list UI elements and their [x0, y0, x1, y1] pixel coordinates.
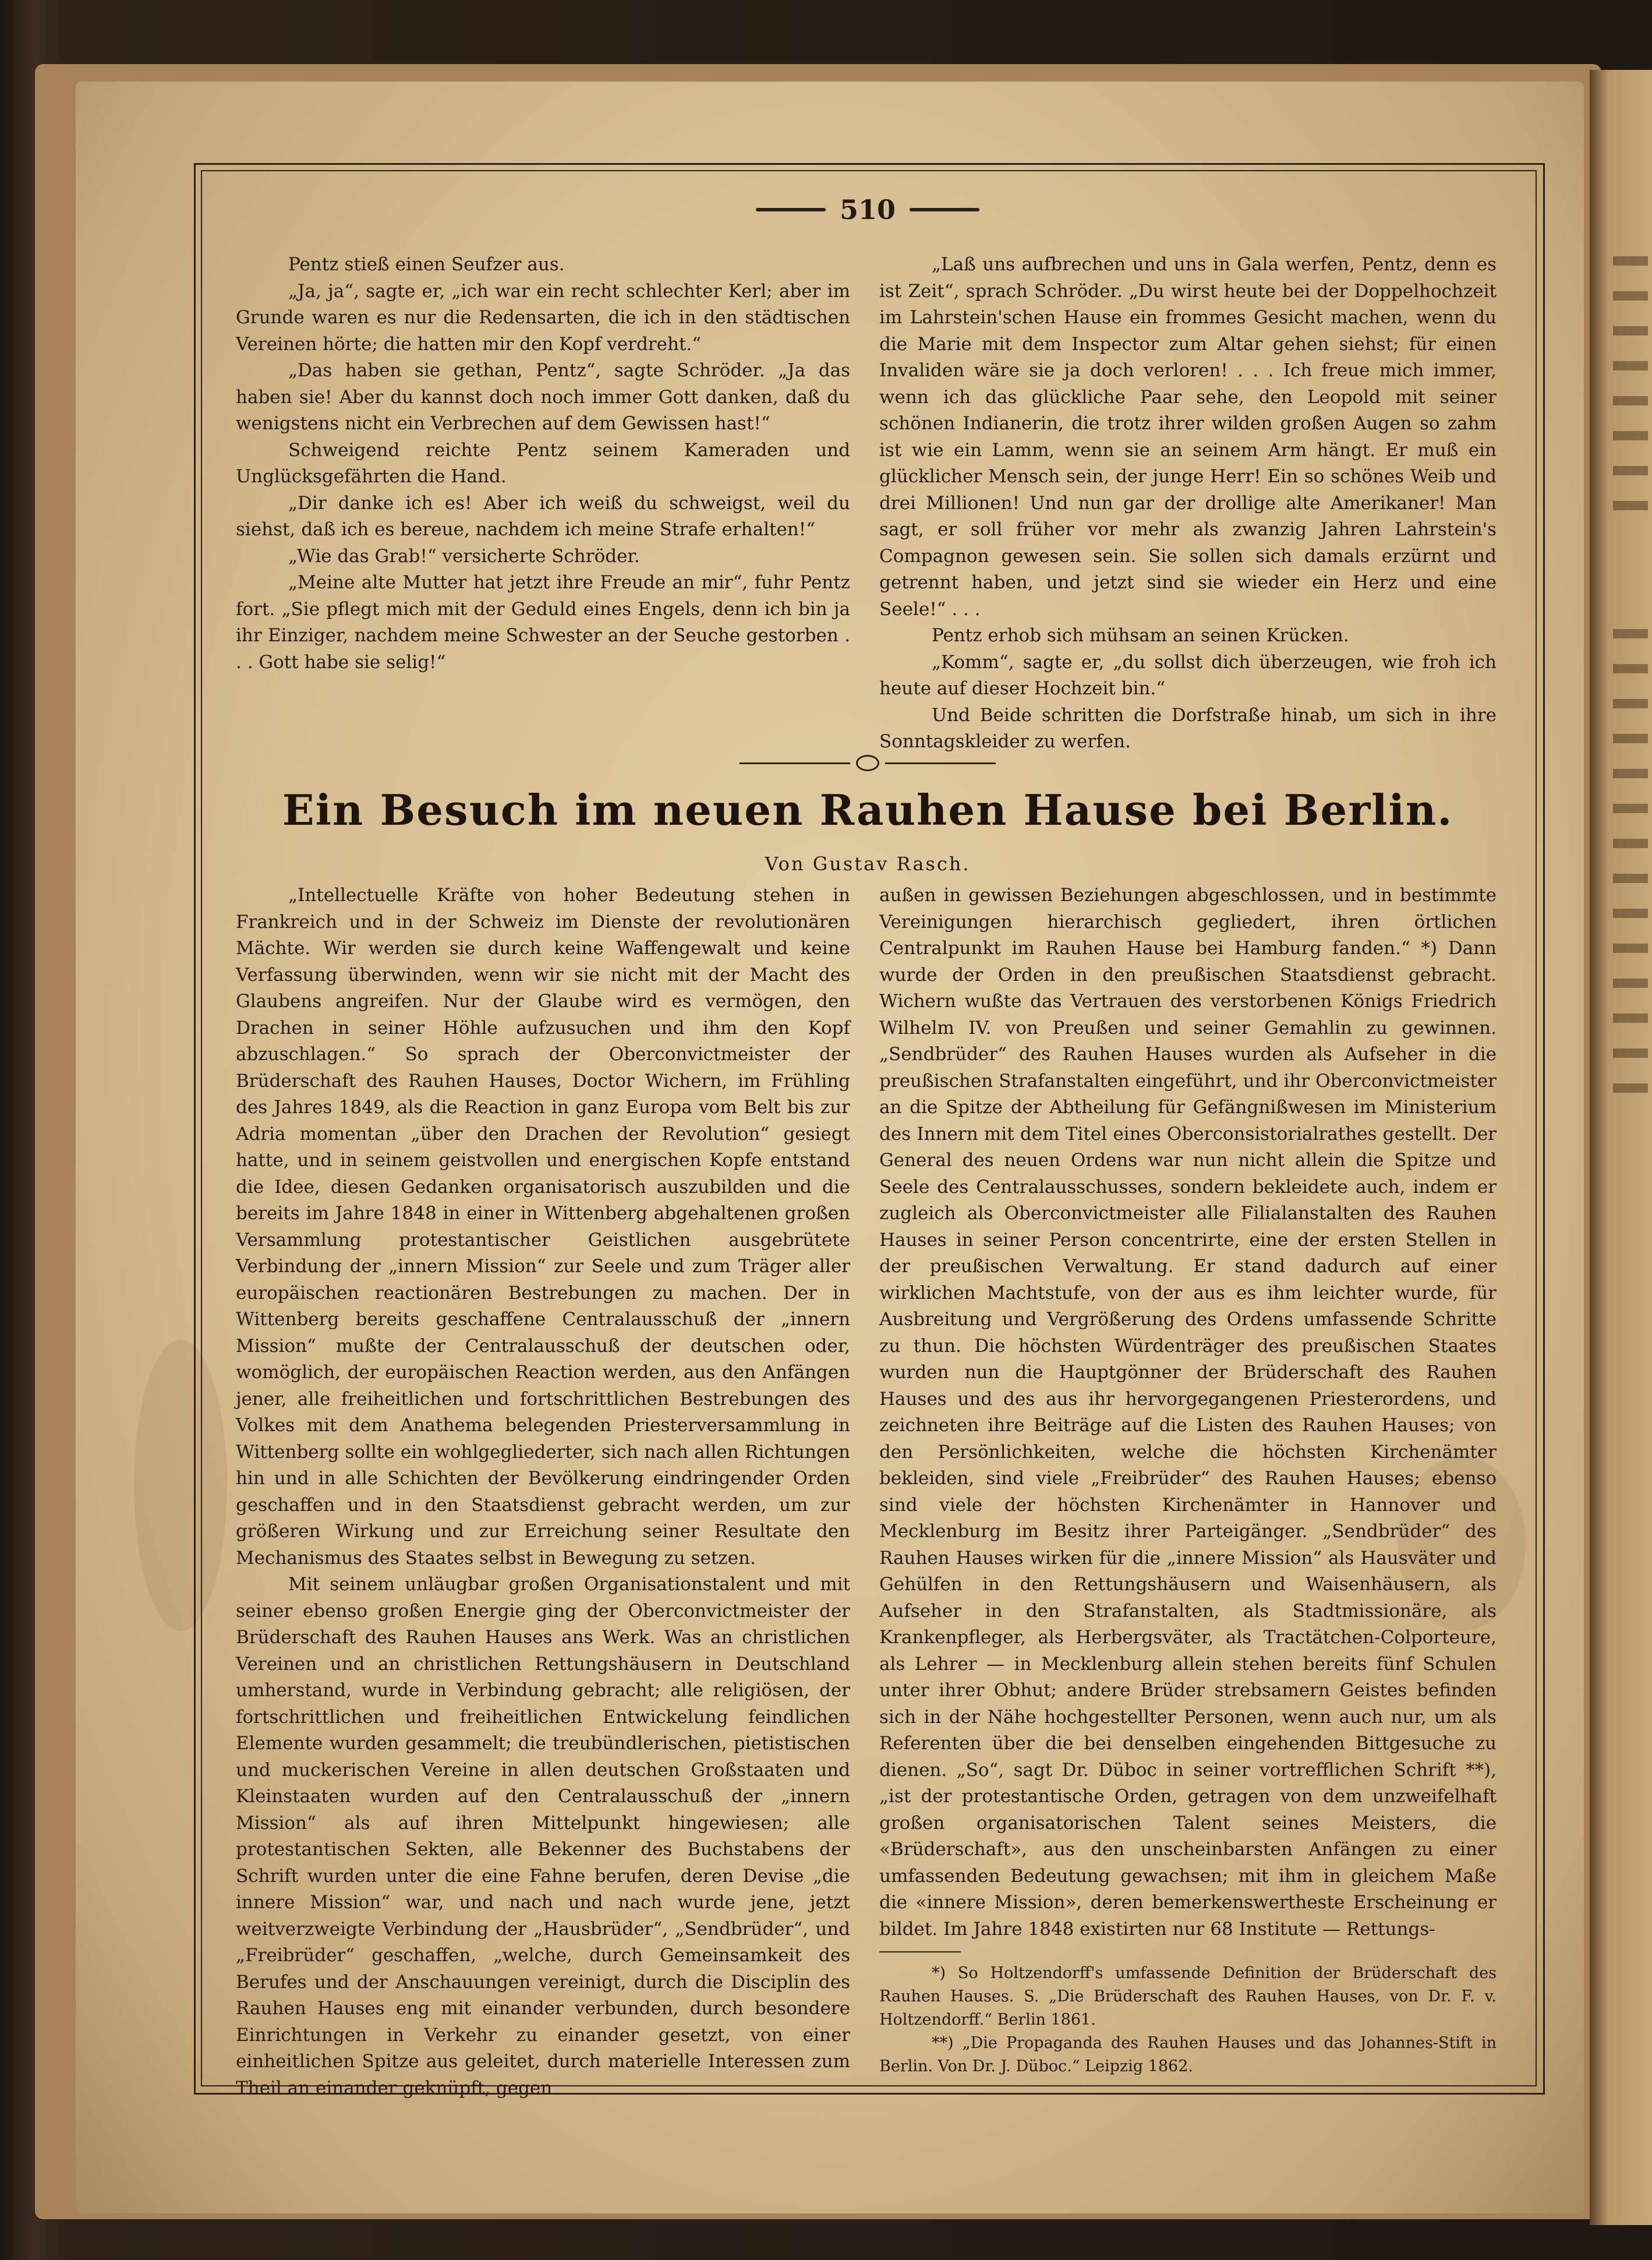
facing-page-edge [1590, 70, 1652, 2225]
paragraph: Mit seinem unläugbar großen Organisationstalent und mit seiner ebenso großen Energie ging der Oberconvictmeister der Brüderschaft des Rauhen Hauses ans Werk. Was an christlichen Vereinen und an christlichen Rettungshäusern in Deutschland umherstand, wurde in Verbindung gebracht; alle religiösen, der fortschrittlichen und freiheitlichen Entwickelung feindlichen Elemente wurden gesammelt; die treubündlerischen, pietistischen und muckerischen Vereine in allen deutschen Großstaaten und Kleinstaaten wurden auf den Centralausschuß der „innern Mission“ als auf ihren Mittelpunkt hingewiesen; alle protestantischen Sekten, alle Bekenner des Buchstabens der Schrift wurden unter die eine Fahne berufen, deren Devise „die innere Mission“ war, und nach und nach wurde jene, jetzt weitverzweigte Verbindung der „Hausbrüder“, „Sendbrüder“, und „Freibrüder“ geschaffen, „welche, durch Gemeinsamkeit des Berufes und der Anschauungen vereinigt, durch die Disciplin des Rauhen Hauses eng mit einander verbunden, durch besondere Einrichtungen in Verkehr zu einander gesetzt, von einer einheitlichen Spitze aus geleitet, durch materielle Interessen zum Theil an einander geknüpft, gegen [236, 1574, 850, 2099]
footnote: **) „Die Propaganda des Rauhen Hauses und das Johannes-Stift in Berlin. Von Dr. J. Düboc.“ Leipzig 1862. [879, 2034, 1497, 2075]
paragraph: Schweigend reichte Pentz seinem Kameraden und Unglücksgefährten die Hand. [236, 439, 850, 487]
page-number: 510 [839, 194, 896, 225]
ornament-right [910, 208, 979, 211]
paragraph: „Wie das Grab!“ versicherte Schröder. [288, 545, 640, 567]
story-column-right [879, 252, 1497, 755]
footnote: *) So Holtzendorff's umfassende Definition der Brüderschaft des Rauhen Hauses. S. „Die Brüderschaft des Rauhen Hauses, von Dr. F. v. Holtzendorff.“ Berlin 1861. [879, 1964, 1497, 2029]
paragraph: „Meine alte Mutter hat jetzt ihre Freude an mir“, fuhr Pentz fort. „Sie pflegt mich mit der Geduld eines Engels, denn ich bin ja ihr Einziger, nachdem meine Schwester an der Seuche gestorben . . . Gott habe sie selig!“ [236, 572, 850, 673]
paragraph: außen in gewissen Beziehungen abgeschlossen, und in bestimmte Vereinigungen hierarchisch gegliedert, ihren örtlichen Centralpunkt im Rauhen Hause bei Hamburg fanden.“ *) Dann wurde der Orden in den preußischen Staatsdienst gebracht. Wichern wußte das Vertrauen des verstorbenen Königs Friedrich Wilhelm IV. von Preußen und seiner Gemahlin zu gewinnen. „Sendbrüder“ des Rauhen Hauses wurden als Aufseher in die preußischen Strafanstalten eingeführt, und ihr Oberconvictmeister an die Spitze der Abtheilung für Gefängnißwesen im Ministerium des Innern mit dem Titel eines Oberconsistorialrathes gestellt. Der General des neuen Ordens war nun nicht allein die Spitze und Seele des Centralausschusses, sondern bekleidete auch, indem er zugleich als Oberconvictmeister alle Filialanstalten des Rauhen Hauses in seiner Person concentrirte, eine der ersten Stellen in der preußischen Verwaltung. Er stand dadurch auf einer wirklichen Machtstufe, von der aus es ihm leichter wurde, für Ausbreitung und Vergrößerung des Ordens umfassende Schritte zu thun. Die höchsten Würdenträger des preußischen Staates wurden nun die Hauptgönner der Brüderschaft des Rauhen Hauses und des aus ihr hervorgegangenen Priesterordens, und zeichneten ihre Beiträge auf die Listen des Rauhen Hauses; von den Persönlichkeiten, welche die höchsten Kirchenämter bekleiden, sind viele „Freibrüder“ des Rauhen Hauses; ebenso sind viele der höchsten Kirchenämter in Hannover und Mecklenburg im Besitz ihrer Parteigänger. „Sendbrüder“ des Rauhen Hauses wirken für die „innere Mission“ als Hausväter und Gehülfen in den Rettungshäusern und Waisenhäusern, als Aufseher in den Strafanstalten, als Stadtmissionäre, als Krankenpfleger, als Herbergsväter, als Tractätchen-Colporteure, als Lehrer — in Mecklenburg allein stehen bereits fünf Schulen unter ihrer Obhut; andere Brüder strebsamern Geistes befinden sich in der Nähe hochgestellter Personen, wenn auch nur, um als Referenten über die bei denselben eingehenden Bittgesuche zu dienen. „So“, sagt Dr. Düboc in seiner vortrefflichen Schrift **), „ist der protestantische Orden, getragen von dem unzweifelhaft großen organisatorischen Talent seines Meisters, die «Brüderschaft», aus den unscheinbarsten Anfängen zu einer umfassenden Bedeutung gewachsen; mit ihm in gleichem Maße die «innere Mission», deren bemerkenswertheste Erscheinung er bildet. Im Jahre 1848 existirten nur 68 Institute — Rettungs- [879, 885, 1497, 1940]
footnote-rule [879, 1951, 961, 1952]
paragraph: „Komm“, sagte er, „du sollst dich überzeugen, wie froh ich heute auf dieser Hochzeit bin.“ [879, 651, 1497, 699]
section-divider [740, 751, 996, 775]
paragraph: Pentz erhob sich mühsam an seinen Krücken. [932, 625, 1349, 646]
paragraph: „Das haben sie gethan, Pentz“, sagte Schröder. „Ja das haben sie! Aber du kannst doch noch immer Gott danken, daß du wenigstens nicht ein Verbrechen auf dem Gewissen hast!“ [236, 360, 850, 434]
article-title: Ein Besuch im neuen Rauhen Hause bei Berlin. [282, 785, 1453, 835]
article-column-left [236, 882, 850, 2102]
paragraph: Pentz stieß einen Seufzer aus. [288, 254, 565, 275]
paragraph: „Intellectuelle Kräfte von hoher Bedeutung stehen in Frankreich und in der Schweiz im Dienste der revolutionären Mächte. Wir werden sie durch keine Waffengewalt und keine Verfassung überwinden, wenn wir sie nicht mit der Macht des Glaubens angreifen. Nur der Glaube wird es vermögen, den Drachen in seiner Höhle aufzusuchen und ihm den Kopf abzuschlagen.“ So sprach der Oberconvictmeister der Brüderschaft des Rauhen Hauses, Doctor Wichern, im Frühling des Jahres 1849, als die Reaction in ganz Europa vom Belt bis zur Adria momentan „über den Drachen der Revolution“ gesiegt hatte, und in seinem geistvollen und energischen Kopfe entstand die Idee, diesen Gedanken organisatorisch auszubilden und die bereits im Jahre 1848 in einer in Wittenberg abgehaltenen großen Versammlung protestantischer Geistlichen ausgebrütete Verbindung der „innern Mission“ zur Seele und zum Träger aller europäischen reactionären Bestrebungen zu machen. Der in Wittenberg bereits geschaffene Centralausschuß der „innern Mission“ mußte der Centralausschuß der deutschen oder, womöglich, der europäischen Reaction werden, aus den Anfängen jener, alle freiheitlichen und fortschrittlichen Bestrebungen des Volkes mit dem Anathema belegenden Priesterversammlung in Wittenberg sollte ein wohlgegliederter, sich nach allen Richtungen hin und in alle Schichten der Bevölkerung eindringender Orden geschaffen und in den Staatsdienst gebracht werden, um zur größeren Wirkung und zur Erreichung seiner Resultate den Mechanismus des Staates selbst in Bewegung zu setzen. [236, 885, 850, 1569]
divider-ornament [856, 755, 879, 771]
page-header [675, 192, 1060, 227]
article-byline: Von Gustav Rasch. [765, 853, 971, 875]
paragraph: „Laß uns aufbrechen und uns in Gala werfen, Pentz, denn es ist Zeit“, sprach Schröder. „Du wirst heute bei der Doppelhochzeit im Lahrstein'schen Hause ein frommes Gesicht machen, wenn du die Marie mit dem Inspector zum Altar gehen siehst; für einen Invaliden wäre sie ja doch verloren! . . . Ich freue mich immer, wenn ich das glückliche Paar sehe, den Leopold mit seiner schönen Indianerin, die trotz ihrer wilden großen Augen so zahm ist wie ein Lamm, wenn sie an seinem Arm hängt. Er muß ein glücklicher Mensch sein, der junge Herr! Ein so schönes Weib und drei Millionen! Und nun gar der drollige alte Amerikaner! Man sagt, er soll früher vor mehr als zwanzig Jahren Lahrstein's Compagnon gewesen sein. Sie sollen sich damals erzürnt und getrennt haben, und jetzt sind sie wieder ein Herz und eine Seele!“ . . . [879, 254, 1497, 620]
article-column-right [879, 882, 1497, 1943]
story-column-left [236, 252, 850, 676]
paragraph: „Ja, ja“, sagte er, „ich war ein recht schlechter Kerl; aber im Grunde waren es nur die Redensarten, die ich in den städtischen Vereinen hörte; die hatten mir den Kopf verdreht.“ [236, 280, 850, 355]
paragraph: Und Beide schritten die Dorfstraße hinab, um sich in ihre Sonntagskleider zu werfen. [879, 704, 1497, 752]
paragraph: „Dir danke ich es! Aber ich weiß du schweigst, weil du siehst, daß ich es bereue, nachdem ich meine Strafe erhalten!“ [236, 492, 850, 540]
ornament-left [756, 208, 826, 211]
footnotes [879, 1962, 1497, 2078]
